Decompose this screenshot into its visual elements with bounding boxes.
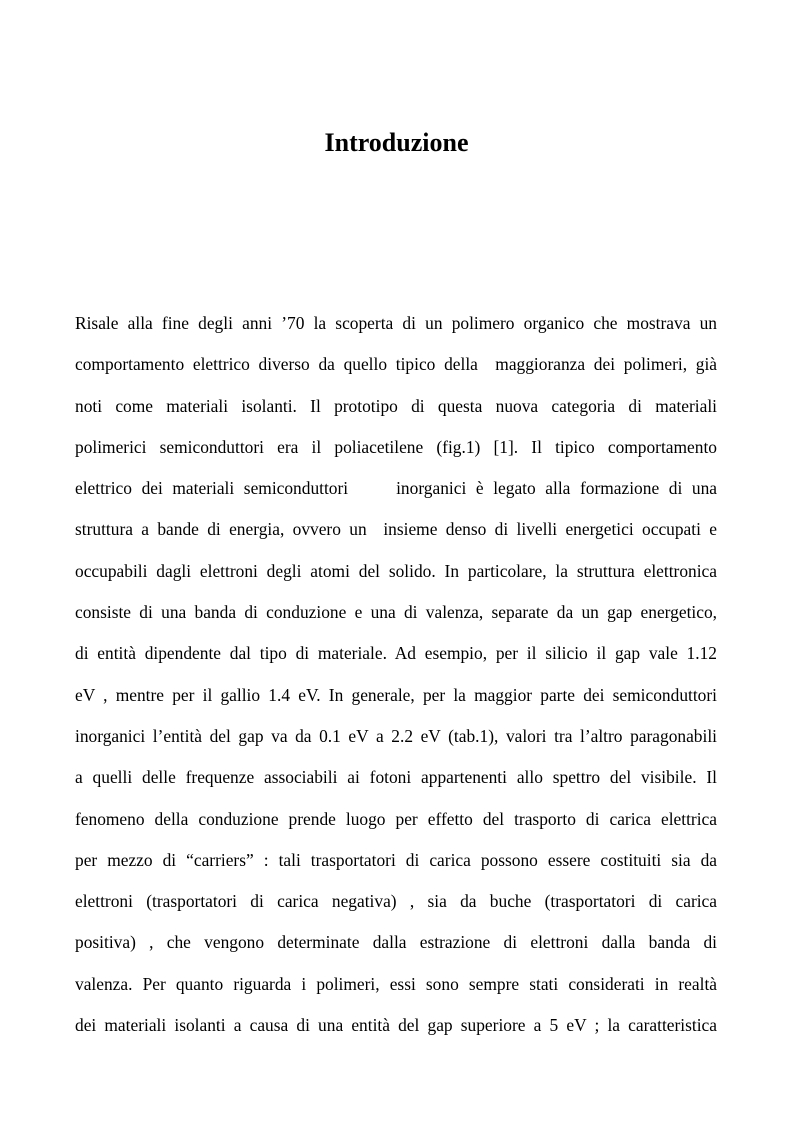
paragraph-line: occupabili dagli elettroni degli atomi del solido. In particolare, la struttura elettronica — [75, 560, 717, 581]
paragraph-line: comportamento elettrico diverso da quello tipico della maggioranza dei polimeri, già — [75, 354, 717, 375]
paragraph-line: Risale alla fine degli anni ’70 la scoperta di un polimero organico che mostrava un — [75, 313, 717, 333]
paragraph-line: polimerici semiconduttori era il poliacetilene (fig.1) [1]. Il tipico comportamento — [75, 436, 717, 457]
paragraph-line: elettroni (trasportatori di carica negativa) , sia da buche (trasportatori di carica — [75, 891, 717, 912]
paragraph-line: dei materiali isolanti a causa di una entità del gap superiore a 5 eV ; la caratteristica — [75, 1015, 717, 1036]
paragraph-line: positiva) , che vengono determinate dalla estrazione di elettroni dalla banda di — [75, 932, 717, 953]
body-paragraph — [75, 308, 717, 1051]
paragraph-line: fenomeno della conduzione prende luogo per effetto del trasporto di carica elettrica — [75, 808, 717, 829]
paragraph-line: elettrico dei materiali semiconduttori inorganici è legato alla formazione di una — [75, 478, 717, 499]
paragraph-line: struttura a bande di energia, ovvero un insieme denso di livelli energetici occupati e — [75, 519, 717, 540]
paragraph-line: inorganici l’entità del gap va da 0.1 eV a 2.2 eV (tab.1), valori tra l’altro paragonabili — [75, 725, 717, 746]
page-title: Introduzione — [324, 128, 469, 157]
paragraph-line: noti come materiali isolanti. Il prototipo di questa nuova categoria di materiali — [75, 395, 717, 416]
paragraph-line: per mezzo di “carriers” : tali trasportatori di carica possono essere costituiti sia da — [75, 849, 717, 870]
paragraph-line: consiste di una banda di conduzione e una di valenza, separate da un gap energetico, — [75, 602, 717, 623]
paragraph-line: eV , mentre per il gallio 1.4 eV. In generale, per la maggior parte dei semiconduttori — [75, 684, 717, 705]
paragraph-line: valenza. Per quanto riguarda i polimeri, essi sono sempre stati considerati in realtà — [75, 973, 717, 994]
paragraph-line: a quelli delle frequenze associabili ai fotoni appartenenti allo spettro del visibile. Il — [75, 767, 717, 788]
paragraph-line: di entità dipendente dal tipo di materiale. Ad esempio, per il silicio il gap vale 1.12 — [75, 643, 717, 664]
